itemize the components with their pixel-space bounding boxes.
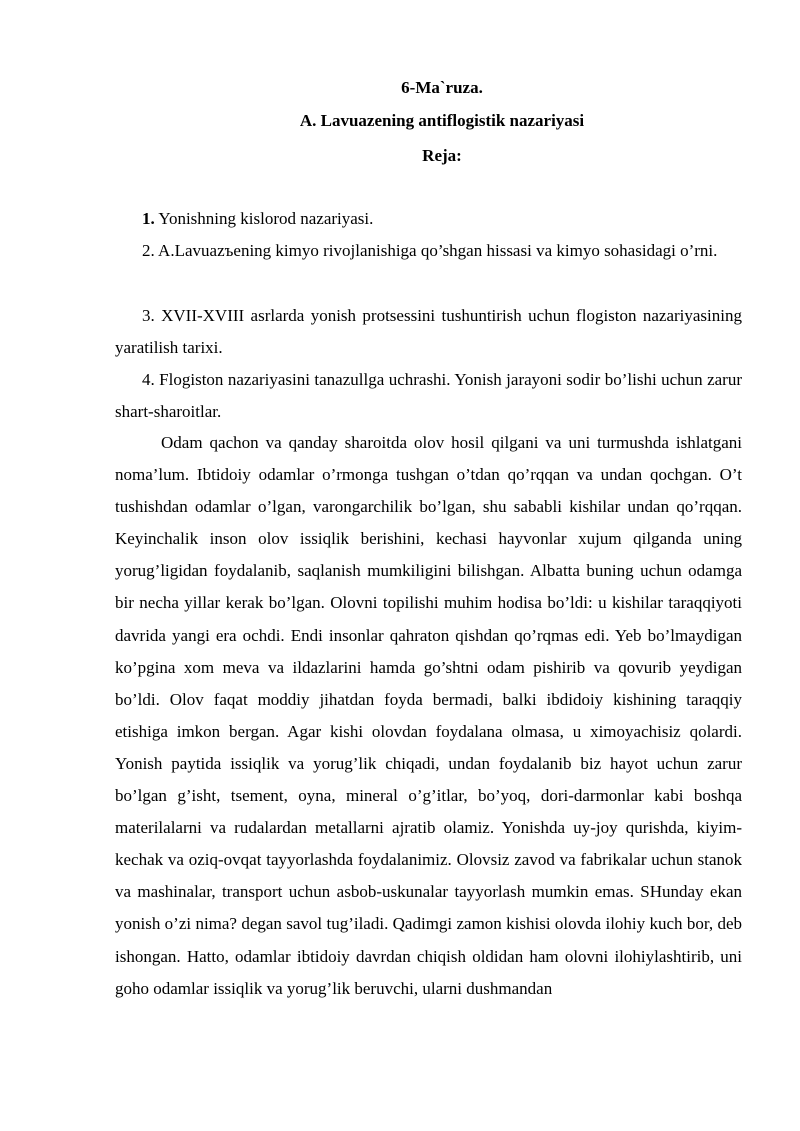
lecture-title: A. Lavuazening antiflogistik nazariyasi	[299, 111, 585, 130]
plan-heading: Reja:	[422, 146, 462, 165]
plan-item-number: 3.	[142, 306, 155, 325]
plan-item	[115, 364, 742, 427]
plan-item-text: A.Lavuazъening kimyo rivojlanishiga qo’shgan hissasi va kimyo sohasidagi o’rni.	[154, 241, 718, 260]
plan-item-text: Yonishning kislorod nazariyasi.	[154, 209, 374, 228]
plan-item-text: XVII-XVIII asrlarda yonish protsessini tushuntirish uchun flogiston nazariyasining yaratilish tarixi.	[115, 306, 742, 357]
plan-item-text: Flogiston nazariyasini tanazullga uchrashi. Yonish jarayoni sodir bo’lishi uchun zarur shart-sharoitlar.	[115, 370, 742, 421]
plan-item-number: 4.	[142, 370, 155, 389]
lecture-number: 6-Ma`ruza.	[401, 78, 483, 97]
plan-item-number: 2.	[142, 241, 155, 260]
plan-item-number: 1.	[142, 209, 155, 228]
plan-item	[115, 235, 742, 267]
plan-item	[115, 300, 742, 363]
plan-item	[115, 203, 742, 235]
body-paragraph: Odam qachon va qanday sharoitda olov hosil qilgani va uni turmushda ishlatgani noma’lum. Ibtidoiy odamlar o’rmonga tushgan o’tdan qo’rqqan va undan qochgan. O’t tushishdan odamlar o’lgan, varongarchilik bo’lgan, shu sababli kishilar undan qo’rqqan. Keyinchalik inson olov issiqlik berishini, kechasi hayvonlar xujum qilganda uning yorug’ligidan foydalanib, saqlanish mumkiligini bilishgan. Albatta buning uchun odamga bir necha yillar kerak bo’lgan. Olovni topilishi muhim hodisa bo’ldi: u kishilar taraqqiyoti davrida yangi era ochdi. Endi insonlar qahraton qishdan qo’rqmas edi. Yeb bo’lmaydigan ko’pgina xom meva va ildazlarini hamda go’shtni odam pishirib va qovurib yeydigan bo’ldi. Olov faqat moddiy jihatdan foyda bermadi, balki ibdidoiy kishining taraqqiy etishiga imkon bergan. Agar kishi olovdan foydalana olmasa, u ximoyachisiz qolardi. Yonish paytida issiqlik va yorug’lik chiqadi, undan foydalanib biz hayot uchun zarur bo’lgan g’isht, tsement, oyna, mineral o’g’itlar, bo’yoq, dori-darmonlar kabi boshqa materilalarni va rudalardan metallarni ajratib olamiz. Yonishda uy-joy qurishda, kiyim-kechak va oziq-ovqat tayyorlashda foydalanimiz. Olovsiz zavod va fabrikalar uchun stanok va mashinalar, transport uchun asbob-uskunalar tayyorlash mumkin emas. SHunday ekan yonish o’zi nima? degan savol tug’iladi. Qadimgi zamon kishisi olovda ilohiy kuch bor, deb ishongan. Hatto, odamlar ibtidoiy davrdan chiqish oldidan ham olovni ilohiylashtirib, uni goho odamlar issiqlik va yorug’lik beruvchi, ularni dushmandan	[115, 433, 742, 998]
